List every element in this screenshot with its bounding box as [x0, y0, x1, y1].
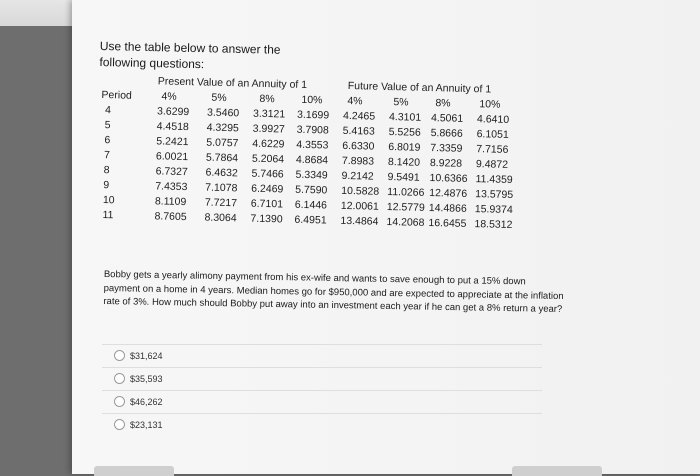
question-page	[72, 0, 700, 474]
value-cell: 5.0757	[206, 136, 239, 150]
option-label[interactable]: $46,262	[130, 397, 163, 407]
value-cell: 4.4518	[156, 120, 189, 134]
value-cell: 5.7590	[295, 183, 328, 197]
value-cell: 9.4872	[475, 158, 509, 171]
value-cell: 6.1446	[294, 198, 328, 212]
option-radio[interactable]	[114, 419, 125, 430]
option-radio[interactable]	[114, 350, 125, 361]
value-cell: 4.6410	[476, 113, 510, 126]
value-cell: 6.1051	[476, 128, 509, 141]
value-cell: 5.3349	[295, 168, 328, 182]
value-cell: 10.6366	[429, 172, 468, 185]
option-divider	[102, 413, 542, 414]
rate-header: 10%	[301, 93, 323, 107]
period-cell: 10	[102, 194, 115, 207]
rate-header: 4%	[347, 95, 363, 108]
option-label[interactable]: $31,624	[130, 351, 163, 361]
value-cell: 18.5312	[474, 218, 513, 232]
value-cell: 7.3359	[430, 142, 463, 155]
value-cell: 5.7466	[251, 167, 284, 181]
period-header: Period	[101, 88, 132, 102]
value-cell: 4.3295	[206, 121, 239, 135]
option-divider	[102, 344, 542, 345]
value-cell: 4.3553	[296, 138, 329, 152]
value-cell: 6.7101	[250, 197, 284, 211]
value-cell: 5.2421	[156, 135, 189, 149]
prev-button[interactable]	[94, 466, 174, 476]
fv-title: Future Value of an Annuity of 1	[347, 80, 492, 96]
value-cell: 5.2064	[251, 152, 285, 166]
value-cell: 5.8666	[430, 127, 463, 140]
value-cell: 8.9228	[429, 157, 463, 170]
value-cell: 12.4876	[429, 187, 468, 200]
rate-header: 5%	[211, 91, 227, 105]
value-cell: 3.3121	[252, 107, 286, 121]
option-label[interactable]: $23,131	[130, 420, 163, 430]
value-cell: 4.2465	[342, 109, 376, 123]
value-cell: 8.3064	[204, 211, 237, 225]
value-cell: 3.9927	[252, 122, 285, 136]
value-cell: 6.2469	[251, 182, 284, 196]
value-cell: 3.1699	[296, 108, 330, 122]
value-cell: 13.4864	[340, 214, 379, 228]
period-cell: 11	[102, 209, 114, 222]
value-cell: 5.4163	[342, 124, 375, 138]
value-cell: 4.6229	[252, 137, 285, 151]
value-cell: 14.2068	[386, 215, 425, 229]
option-radio[interactable]	[114, 373, 125, 384]
rate-header: 10%	[479, 98, 501, 111]
value-cell: 6.6330	[342, 139, 375, 153]
value-cell: 3.7908	[296, 123, 329, 137]
value-cell: 16.6455	[428, 217, 467, 230]
period-cell: 7	[103, 149, 111, 162]
annuity-table	[98, 74, 542, 235]
value-cell: 7.1078	[205, 181, 238, 195]
value-cell: 13.5795	[475, 188, 514, 202]
value-cell: 4.8684	[295, 153, 329, 167]
value-cell: 3.6299	[156, 105, 190, 119]
option-radio[interactable]	[114, 396, 125, 407]
value-cell: 4.3101	[388, 111, 422, 124]
value-cell: 9.5491	[387, 171, 420, 184]
rate-header: 8%	[259, 92, 275, 106]
value-cell: 9.2142	[341, 169, 374, 183]
value-cell: 6.0021	[155, 150, 189, 164]
value-cell: 11.0266	[387, 186, 425, 199]
period-cell: 4	[104, 104, 112, 117]
period-cell: 6	[104, 134, 111, 147]
question-text: Bobby gets a yearly alimony payment from his ex-wife and wants to save enough to put a 15% down payment on a home in 4 years. Median homes go for $950,000 and are expected to appreciate at the inflation rate of 3%. How much should Bobby put away into an investment each year if he can get a 8% return a year?	[103, 268, 564, 316]
next-button[interactable]	[512, 466, 602, 476]
value-cell: 4.5061	[430, 112, 464, 125]
rate-header: 5%	[393, 96, 409, 109]
value-cell: 7.4353	[155, 180, 188, 194]
value-cell: 7.8983	[341, 154, 375, 168]
value-cell: 3.5460	[206, 106, 240, 120]
value-cell: 6.4951	[294, 213, 327, 227]
value-cell: 5.7864	[205, 151, 239, 165]
value-cell: 5.5256	[388, 126, 421, 139]
value-cell: 7.7217	[204, 196, 238, 210]
value-cell: 6.8019	[388, 141, 421, 154]
value-cell: 12.0061	[340, 199, 379, 213]
value-cell: 11.4359	[475, 173, 513, 187]
value-cell: 15.9374	[474, 203, 513, 217]
period-cell: 9	[103, 179, 110, 192]
rate-header: 4%	[161, 90, 177, 103]
rate-header: 8%	[435, 97, 451, 110]
value-cell: 10.5828	[341, 184, 380, 198]
value-cell: 8.1109	[154, 195, 187, 209]
value-cell: 6.7327	[155, 165, 188, 179]
pv-title: Present Value of an Annuity of 1	[157, 75, 308, 92]
value-cell: 8.7605	[154, 210, 187, 224]
value-cell: 7.1390	[250, 212, 283, 226]
intro-text: Use the table below to answer the following questions:	[99, 38, 281, 72]
option-divider	[102, 367, 542, 368]
value-cell: 7.7156	[476, 143, 509, 156]
value-cell: 8.1420	[387, 156, 421, 169]
value-cell: 12.5779	[386, 201, 425, 214]
period-cell: 8	[103, 164, 110, 177]
value-cell: 14.4866	[428, 202, 467, 215]
option-divider	[102, 390, 542, 391]
value-cell: 6.4632	[205, 166, 238, 180]
option-label[interactable]: $35,593	[130, 374, 163, 384]
answer-options	[102, 336, 542, 444]
period-cell: 5	[104, 119, 111, 132]
